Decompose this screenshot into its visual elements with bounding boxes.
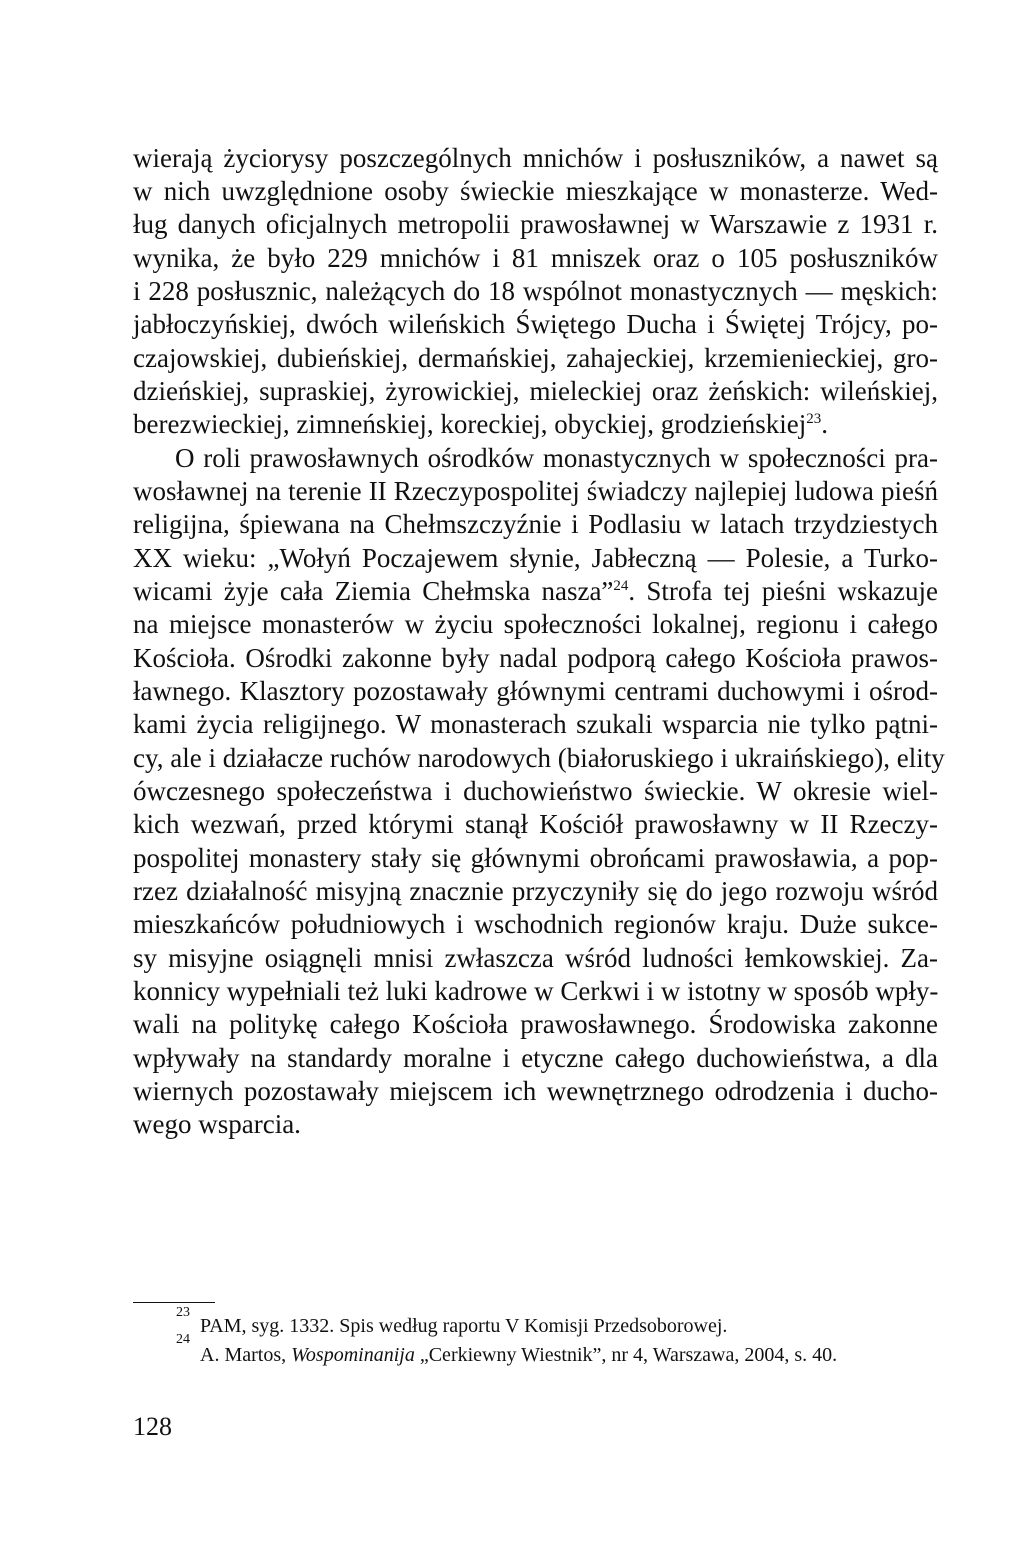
footnote-24 (200, 1343, 960, 1367)
text-line: wosławnej na terenie II Rzeczypospolitej świadczy najlepiej ludowa pieśń (133, 476, 938, 506)
text-line: wali na politykę całego Kościoła prawosławnego. Środowiska zakonne (133, 1009, 938, 1039)
text-line: na miejsce monasterów w życiu społeczności lokalnej, regionu i całego (133, 609, 938, 639)
text-line: konnicy wypełniali też luki kadrowe w Cerkwi i w istotny w sposób wpły- (133, 976, 939, 1006)
footnote-number-23: 23 (176, 1305, 190, 1320)
text-line: dzieńskiej, supraskiej, żyrowickiej, mieleckiej oraz żeńskich: wileńskiej, (133, 376, 938, 406)
text-line: religijna, śpiewana na Chełmszczyźnie i Podlasiu w latach trzydziestych (133, 509, 938, 539)
page-number: 128 (133, 1412, 172, 1441)
text-segment: . Strofa tej pieśni wskazuje (628, 576, 938, 606)
footnote-ref-24: 24 (613, 578, 629, 594)
text-line-paragraph-end: wego wsparcia. (133, 1109, 301, 1139)
text-line: jabłoczyńskiej, dwóch wileńskich Świętego Ducha i Świętej Trójcy, po- (133, 309, 938, 339)
footnote-text: A. Martos, (200, 1344, 292, 1366)
text-line: wiernych pozostawały miejscem ich wewnętrznego odrodzenia i ducho- (133, 1076, 938, 1106)
footnote-text: „Cerkiewny Wiestnik”, nr 4, Warszawa, 2004, s. 40. (414, 1344, 838, 1366)
footnote-ref-23: 23 (806, 411, 822, 427)
text-line: czajowskiej, dubieńskiej, dermańskiej, zahajeckiej, krzemienieckiej, gro- (133, 343, 938, 373)
text-line: pospolitej monastery stały się głównymi obrońcami prawosławia, a pop- (133, 843, 938, 873)
text-line: mieszkańców południowych i wschodnich regionów kraju. Duże sukce- (133, 909, 938, 939)
text-segment: berezwieckiej, zimneńskiej, koreckiej, obyckiej, grodzieńskiej (133, 409, 807, 439)
text-segment: . (821, 409, 828, 439)
text-line: i 228 posłusznic, należących do 18 wspólnot monastycznych — męskich: (133, 276, 938, 306)
footnote-title: Wospominanija (291, 1344, 415, 1366)
text-line-paragraph-start: O roli prawosławnych ośrodków monastycznych w społeczności pra- (175, 443, 938, 473)
text-line: sy misyjne osiągnęli mnisi zwłaszcza wśród ludności łemkowskiej. Za- (133, 943, 938, 973)
text-line (133, 575, 938, 608)
text-segment: wicami żyje cała Ziemia Chełmska nasza” (133, 576, 614, 606)
text-line: rzez działalność misyjną znacznie przyczyniły się do jego rozwoju wśród (133, 876, 938, 906)
text-line: wierają życiorysy poszczególnych mnichów i posłuszników, a nawet są (133, 143, 938, 173)
text-line: kich wezwań, przed którymi stanął Kościół prawosławny w II Rzeczy- (133, 809, 938, 839)
text-line: kami życia religijnego. W monasterach szukali wsparcia nie tylko pątni- (133, 709, 938, 739)
footnote-number-24: 24 (176, 1332, 190, 1347)
text-line: Kościoła. Ośrodki zakonne były nadal podporą całego Kościoła prawos- (133, 643, 938, 673)
text-line: ług danych oficjalnych metropolii prawosławnej w Warszawie z 1931 r. (133, 209, 938, 239)
text-line-paragraph-end (133, 408, 938, 441)
text-line: ówczesnego społeczeństwa i duchowieństwo świeckie. W okresie wiel- (133, 776, 938, 806)
footnote-23: PAM, syg. 1332. Spis według raportu V Komisji Przedsoborowej. (200, 1315, 728, 1337)
text-line: wynika, że było 229 mnichów i 81 mniszek oraz o 105 posłuszników (133, 243, 938, 273)
text-line: cy, ale i działacze ruchów narodowych (białoruskiego i ukraińskiego), elity (133, 743, 945, 773)
text-line: XX wieku: „Wołyń Poczajewem słynie, Jabłeczną — Polesie, a Turko- (133, 543, 938, 573)
footnote-separator (133, 1302, 215, 1303)
text-line: w nich uwzględnione osoby świeckie mieszkające w monasterze. Wed- (133, 176, 938, 206)
text-line: ławnego. Klasztory pozostawały głównymi centrami duchowymi i ośrod- (133, 676, 938, 706)
text-line: wpływały na standardy moralne i etyczne całego duchowieństwa, a dla (133, 1043, 938, 1073)
